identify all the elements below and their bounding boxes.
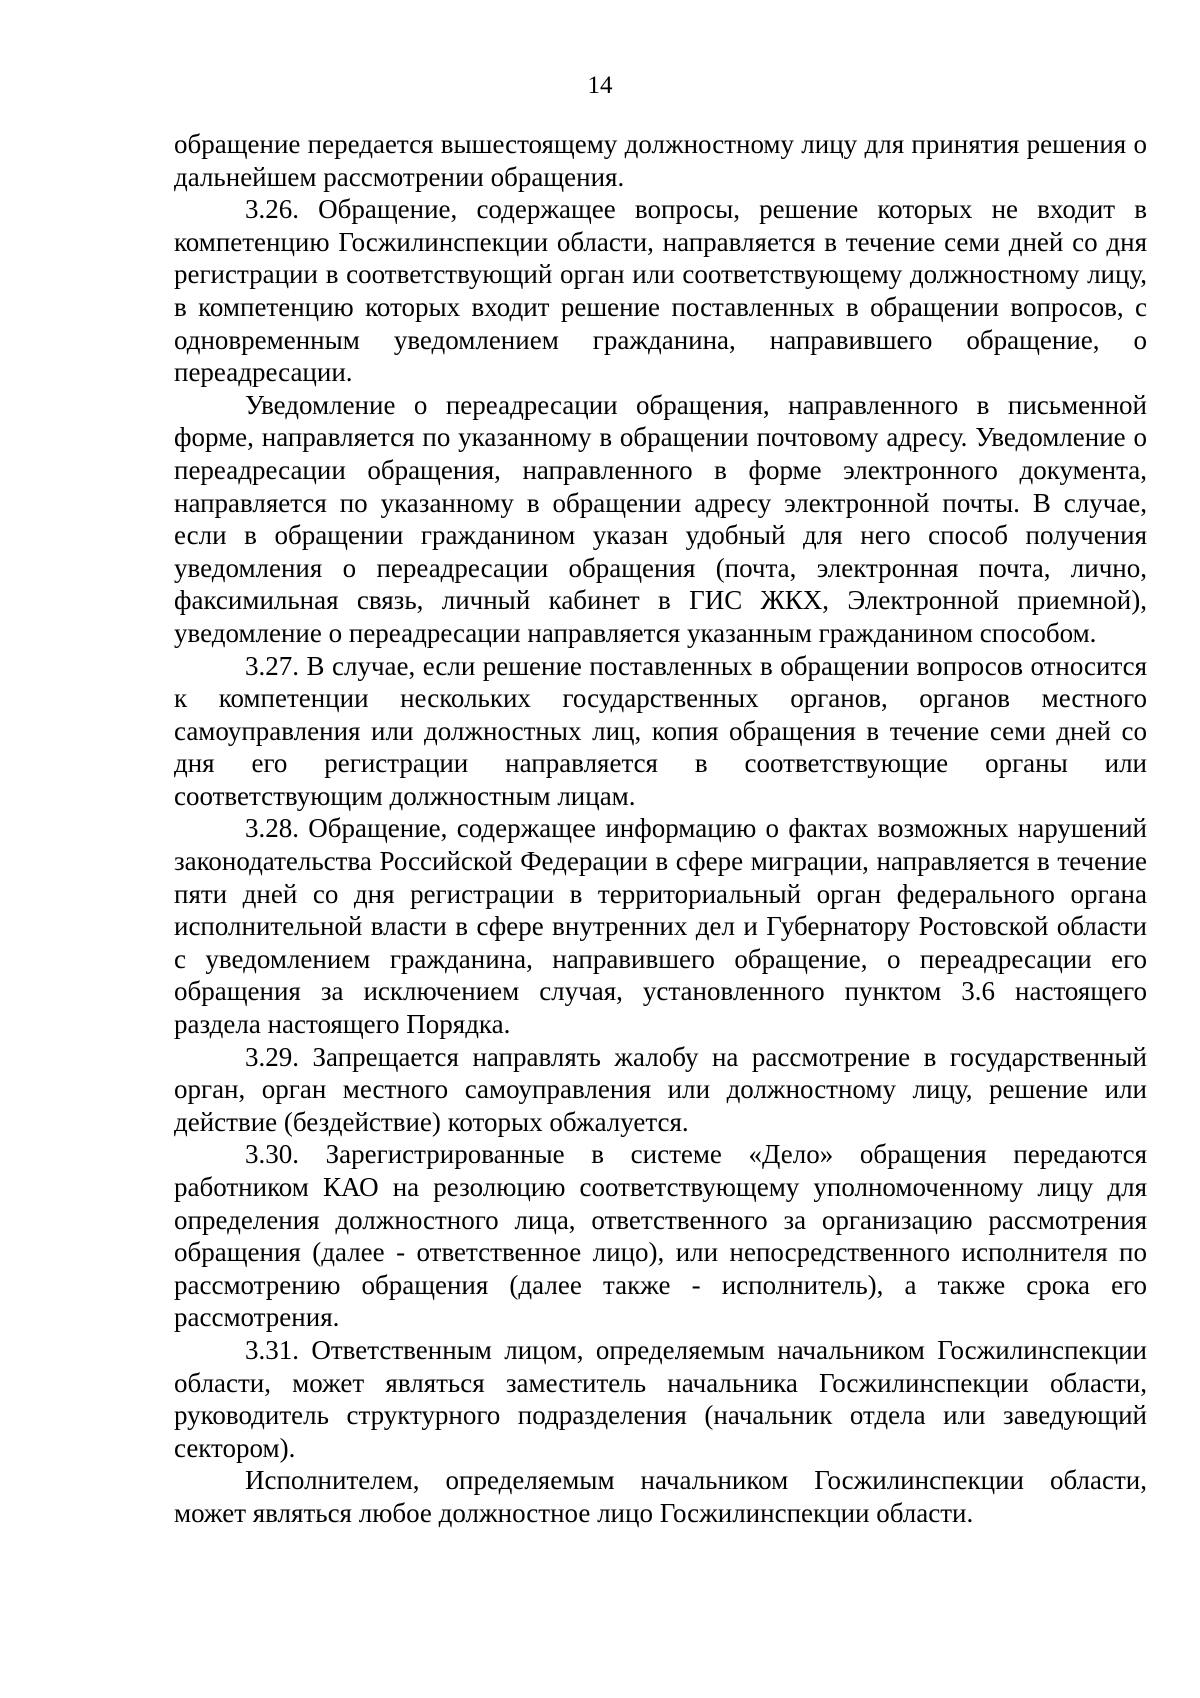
paragraph-3-30: 3.30. Зарегистрированные в системе «Дело» обращения передаются работником КАО на резолюцию соответствующему уполномоченному лицу для определения должностного лица, ответственного за организацию рассмотрения обращения (далее - ответственное лицо), или непосредственного исполнителя по рассмотрению обращения (далее также - исполнитель), а также срока его рассмотрения. — [174, 1139, 1147, 1333]
paragraph-3-29: 3.29. Запрещается направлять жалобу на рассмотрение в государственный орган, орган местного самоуправления или должностному лицу, решение или действие (бездействие) которых обжалуется. — [174, 1041, 1147, 1137]
page-number: 14 — [587, 72, 613, 99]
paragraph-3-31: 3.31. Ответственным лицом, определяемым начальником Госжилинспекции области, может являться заместитель начальника Госжилинспекции области, руководитель структурного подразделения (начальник отдела или заведующий сектором). — [174, 1334, 1147, 1463]
paragraph-redirect-notice: Уведомление о переадресации обращения, направленного в письменной форме, направляется по указанному в обращении почтовому адресу. Уведомление о переадресации обращения, направленного в форме электронного документа, направляется по указанному в обращении адресу электронной почты. В случае, если в обращении гражданином указан удобный для него способ получения уведомления о переадресации обращения (почта, электронная почта, лично, факсимильная связь, личный кабинет в ГИС ЖКХ, Электронной приемной), уведомление о переадресации направляется указанным гражданином способом. — [174, 389, 1147, 648]
paragraph-3-26: 3.26. Обращение, содержащее вопросы, решение которых не входит в компетенцию Госжилинспекции области, направляется в течение семи дней со дня регистрации в соответствующий орган или соответствующему должностному лицу, в компетенцию которых входит решение поставленных в обращении вопросов, с одновременным уведомлением гражданина, направившего обращение, о переадресации. — [174, 194, 1147, 388]
paragraph-3-27: 3.27. В случае, если решение поставленных в обращении вопросов относится к компетенции нескольких государственных органов, органов местного самоуправления или должностных лиц, копия обращения в течение семи дней со дня его регистрации направляется в соответствующие органы или соответствующим должностным лицам. — [174, 650, 1147, 811]
paragraph-executor: Исполнителем, определяемым начальником Госжилинспекции области, может являться любое должностное лицо Госжилинспекции области. — [174, 1465, 1147, 1528]
paragraph-3-28: 3.28. Обращение, содержащее информацию о фактах возможных нарушений законодательства Российской Федерации в сфере миграции, направляется в течение пяти дней со дня регистрации в территориальный орган федерального органа исполнительной власти в сфере внутренних дел и Губернатору Ростовской области с уведомлением гражданина, направившего обращение, о переадресации его обращения за исключением случая, установленного пунктом 3.6 настоящего раздела настоящего Порядка. — [174, 813, 1147, 1040]
document-body — [174, 128, 1147, 1530]
paragraph-continuation: обращение передается вышестоящему должностному лицу для принятия решения о дальнейшем рассмотрении обращения. — [174, 129, 1147, 192]
